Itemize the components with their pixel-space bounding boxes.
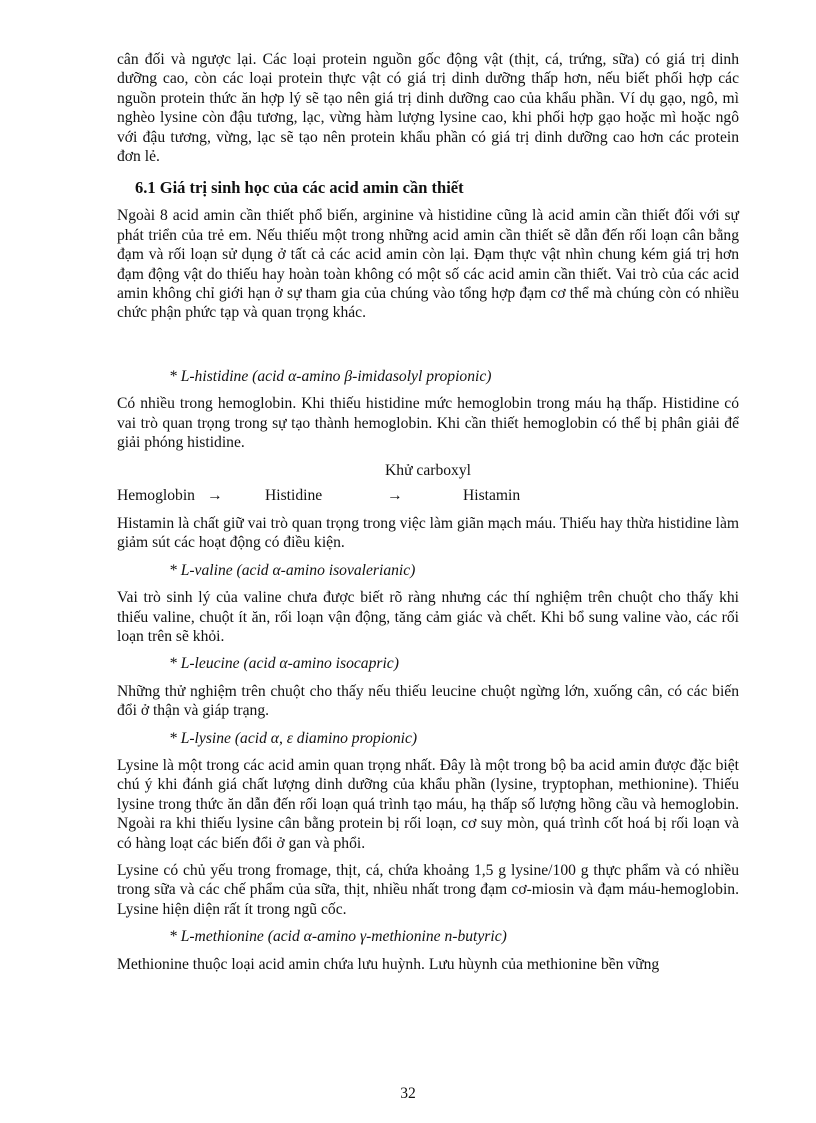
reaction-equation [117,486,739,508]
document-page [117,50,739,982]
reaction-product: Histamin [463,486,521,504]
lysine-heading: * L-lysine (acid α, ε diamino propionic) [169,729,418,747]
valine-paragraph: Vai trò sinh lý của valine chưa được biết rõ ràng nhưng các thí nghiệm trên chuột cho thấy khi thiếu valine, chuột ít ăn, rối loạn vận động, tăng cảm giác và chết. Khi bổ sung valine vào, các rối loạn trên sẽ khỏi. [117,589,739,645]
reaction-label: Khử carboxyl [385,461,471,479]
methionine-paragraph: Methionine thuộc loại acid amin chứa lưu huỳnh. Lưu hùynh của methionine bền vững [117,955,660,973]
histidine-paragraph-1: Có nhiều trong hemoglobin. Khi thiếu histidine mức hemoglobin trong máu hạ thấp. Histidine có vai trò quan trọng trong sự tạo thành hemoglobin. Khi cần thiết hemoglobin có thể bị phân giải để giải phóng histidine. [117,395,739,452]
page-number: 32 [400,1085,416,1102]
leucine-paragraph: Những thử nghiệm trên chuột cho thấy nếu thiếu leucine chuột ngừng lớn, xuống cân, có các biến đổi ở thận và giáp trạng. [117,682,739,720]
lysine-paragraph-2: Lysine có chủ yếu trong fromage, thịt, cá, chứa khoảng 1,5 g lysine/100 g thực phẩm và có nhiều trong sữa và các chế phẩm của sữa, thịt, nhiều nhất trong đạm cơ-miosin và đạm máu-hemoglobin. Lysine hiện diện rất ít trong ngũ cốc. [117,862,739,918]
lysine-paragraph-1: Lysine là một trong các acid amin quan trọng nhất. Đây là một trong bộ ba acid amin được đặc biệt chú ý khi đánh giá chất lượng dinh dưỡng của khẩu phần (lysine, tryptophan, methionine). Thiếu lysine trong thức ăn dẫn đến rối loạn quá trình tạo máu, hạ thấp số lượng hồng cầu và hemoglobin. Ngoài ra khi thiếu lysine cân bằng protein bị rối loạn, cơ suy mòn, quá trình cốt hoá bị rối loạn và có hàng loạt các biến đổi ở gan và phổi. [117,756,739,852]
section-paragraph: Ngoài 8 acid amin cần thiết phổ biến, arginine và histidine cũng là acid amin cần thiết đối với sự phát triển của trẻ em. Nếu thiếu một trong những acid amin cần thiết sẽ dẫn đến rối loạn cân bằng đạm và rối loạn sử dụng ở tất cả các acid amin còn lại. Đạm thực vật nhìn chung kém giá trị hơn đạm động vật do thiếu hay hoàn toàn không có một số các acid amin cần thiết. Vai trò của các acid amin không chỉ giới hạn ở sự tham gia của chúng vào tổng hợp đạm cơ thể mà chúng còn có nhiều chức phận phức tạp và quan trọng khác. [117,207,739,322]
reaction-reactant: Hemoglobin [117,486,195,504]
reaction-intermediate: Histidine [265,486,323,504]
intro-paragraph: cân đối và ngược lại. Các loại protein nguồn gốc động vật (thịt, cá, trứng, sữa) có giá trị dinh dưỡng cao, còn các loại protein thực vật có giá trị dinh dưỡng thấp hơn, nếu biết phối hợp các nguồn protein thức ăn hợp lý sẽ tạo nên giá trị dinh dưỡng cao của khẩu phần. Ví dụ gạo, ngô, mì nghèo lysine còn đậu tương, lạc, vừng hàm lượng lysine cao, khi phối hợp gạo hoặc mì hoặc ngô với đậu tương, vừng, lạc sẽ tạo nên protein khẩu phần có giá trị dinh dưỡng cao hơn các protein đơn lẻ. [117,51,739,166]
reaction-arrow-2: → [387,486,403,504]
histidine-heading: * L-histidine (acid α-amino β-imidasolyl propionic) [169,367,492,385]
reaction-arrow-1: → [207,486,223,504]
methionine-heading: * L-methionine (acid α-amino γ-methionine n-butyric) [169,928,507,946]
valine-heading: * L-valine (acid α-amino isovalerianic) [169,561,416,579]
leucine-heading: * L-leucine (acid α-amino isocapric) [169,655,399,673]
histidine-paragraph-2: Histamin là chất giữ vai trò quan trọng trong việc làm giãn mạch máu. Thiếu hay thừa histidine làm giảm sút các hoạt động có điều kiện. [117,514,739,552]
spacer [117,331,739,367]
section-heading: 6.1 Giá trị sinh học của các acid amin cần thiết [135,178,464,198]
